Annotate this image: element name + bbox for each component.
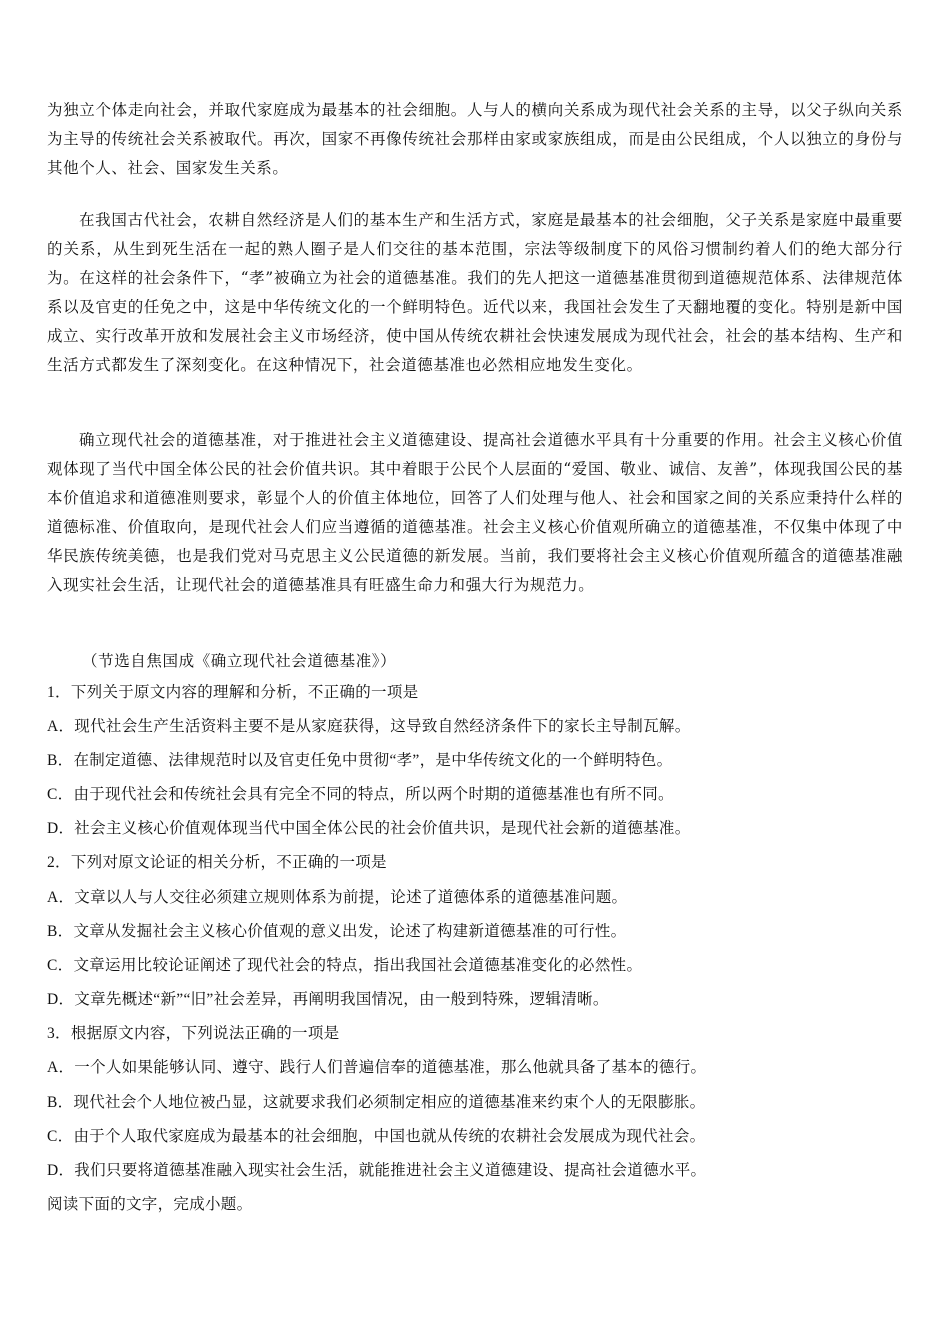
question-3-option-d: D．我们只要将道德基准融入现实社会生活，就能推进社会主义道德建设、提高社会道德水平。 <box>47 1162 707 1179</box>
question-2-option-a: A．文章以人与人交往必须建立规则体系为前提，论述了道德体系的道德基准问题。 <box>47 889 628 906</box>
question-3-stem: 3．根据原文内容，下列说法正确的一项是 <box>47 1025 340 1042</box>
question-1-option-d: D．社会主义核心价值观体现当代中国全体公民的社会价值共识，是现代社会新的道德基准。 <box>47 820 691 837</box>
question-2-option-b: B．文章从发掘社会主义核心价值观的意义出发，论述了构建新道德基准的可行性。 <box>47 923 627 940</box>
passage-paragraph-2: 在我国古代社会，农耕自然经济是人们的基本生产和生活方式，家庭是最基本的社会细胞，父子关系是家庭中最重要的关系，从生到死生活在一起的熟人圈子是人们交往的基本范围，宗法等级制度下的风俗习惯制约着人们的绝大部分行为。在这样的社会条件下，“孝”被确立为社会的道德基准。我们的先人把这一道德基准贯彻到道德规范体系、法律规范体系以及官吏的任免之中，这是中华传统文化的一个鲜明特色。近代以来，我国社会发生了天翻地覆的变化。特别是新中国成立、实行改革开放和发展社会主义市场经济，使中国从传统农耕社会快速发展成为现代社会，社会的基本结构、生产和生活方式都发生了深刻变化。在这种情况下，社会道德基准也必然相应地发生变化。 <box>47 211 903 374</box>
question-1-option-a: A．现代社会生产生活资料主要不是从家庭获得，这导致自然经济条件下的家长主导制瓦解。 <box>47 718 691 735</box>
question-3-option-a: A．一个人如果能够认同、遵守、践行人们普遍信奉的道德基准，那么他就具备了基本的德行。 <box>47 1059 707 1076</box>
question-2-option-d: D．文章先概述“新”“旧”社会差异，再阐明我国情况，由一般到特殊，逻辑清晰。 <box>47 991 609 1008</box>
question-1-stem: 1．下列关于原文内容的理解和分析，不正确的一项是 <box>47 684 419 701</box>
question-3-option-b: B．现代社会个人地位被凸显，这就要求我们必须制定相应的道德基准来约束个人的无限膨胀。 <box>47 1094 706 1111</box>
passage-paragraph-3: 确立现代社会的道德基准，对于推进社会主义道德建设、提高社会道德水平具有十分重要的作用。社会主义核心价值观体现了当代中国全体公民的社会价值共识。其中着眼于公民个人层面的“爱国、敬业、诚信、友善”，体现我国公民的基本价值追求和道德准则要求，彰显个人的价值主体地位，回答了人们处理与他人、社会和国家之间的关系应秉持什么样的道德标准、价值取向，是现代社会人们应当遵循的道德基准。社会主义核心价值观所确立的道德基准，不仅集中体现了中华民族传统美德，也是我们党对马克思主义公民道德的新发展。当前，我们要将社会主义核心价值观所蕴含的道德基准融入现实社会生活，让现代社会的道德基准具有旺盛生命力和强大行为规范力。 <box>47 431 903 594</box>
reading-instruction: 阅读下面的文字，完成小题。 <box>47 1196 253 1213</box>
passage-paragraph-1: 为独立个体走向社会，并取代家庭成为最基本的社会细胞。人与人的横向关系成为现代社会关系的主导，以父子纵向关系为主导的传统社会关系被取代。再次，国家不再像传统社会那样由家或家族组成，而是由公民组成，个人以独立的身份与其他个人、社会、国家发生关系。 <box>47 101 903 177</box>
passage-source: （节选自焦国成《确立现代社会道德基准》） <box>82 652 397 670</box>
question-1-option-c: C．由于现代社会和传统社会具有完全不同的特点，所以两个时期的道德基准也有所不同。 <box>47 786 674 803</box>
question-3-option-c: C．由于个人取代家庭成为最基本的社会细胞，中国也就从传统的农耕社会发展成为现代社会。 <box>47 1128 706 1145</box>
question-2-option-c: C．文章运用比较论证阐述了现代社会的特点，指出我国社会道德基准变化的必然性。 <box>47 957 643 974</box>
question-1-option-b: B．在制定道德、法律规范时以及官吏任免中贯彻“孝”，是中华传统文化的一个鲜明特色。 <box>47 752 673 769</box>
question-2-stem: 2．下列对原文论证的相关分析，不正确的一项是 <box>47 854 387 871</box>
